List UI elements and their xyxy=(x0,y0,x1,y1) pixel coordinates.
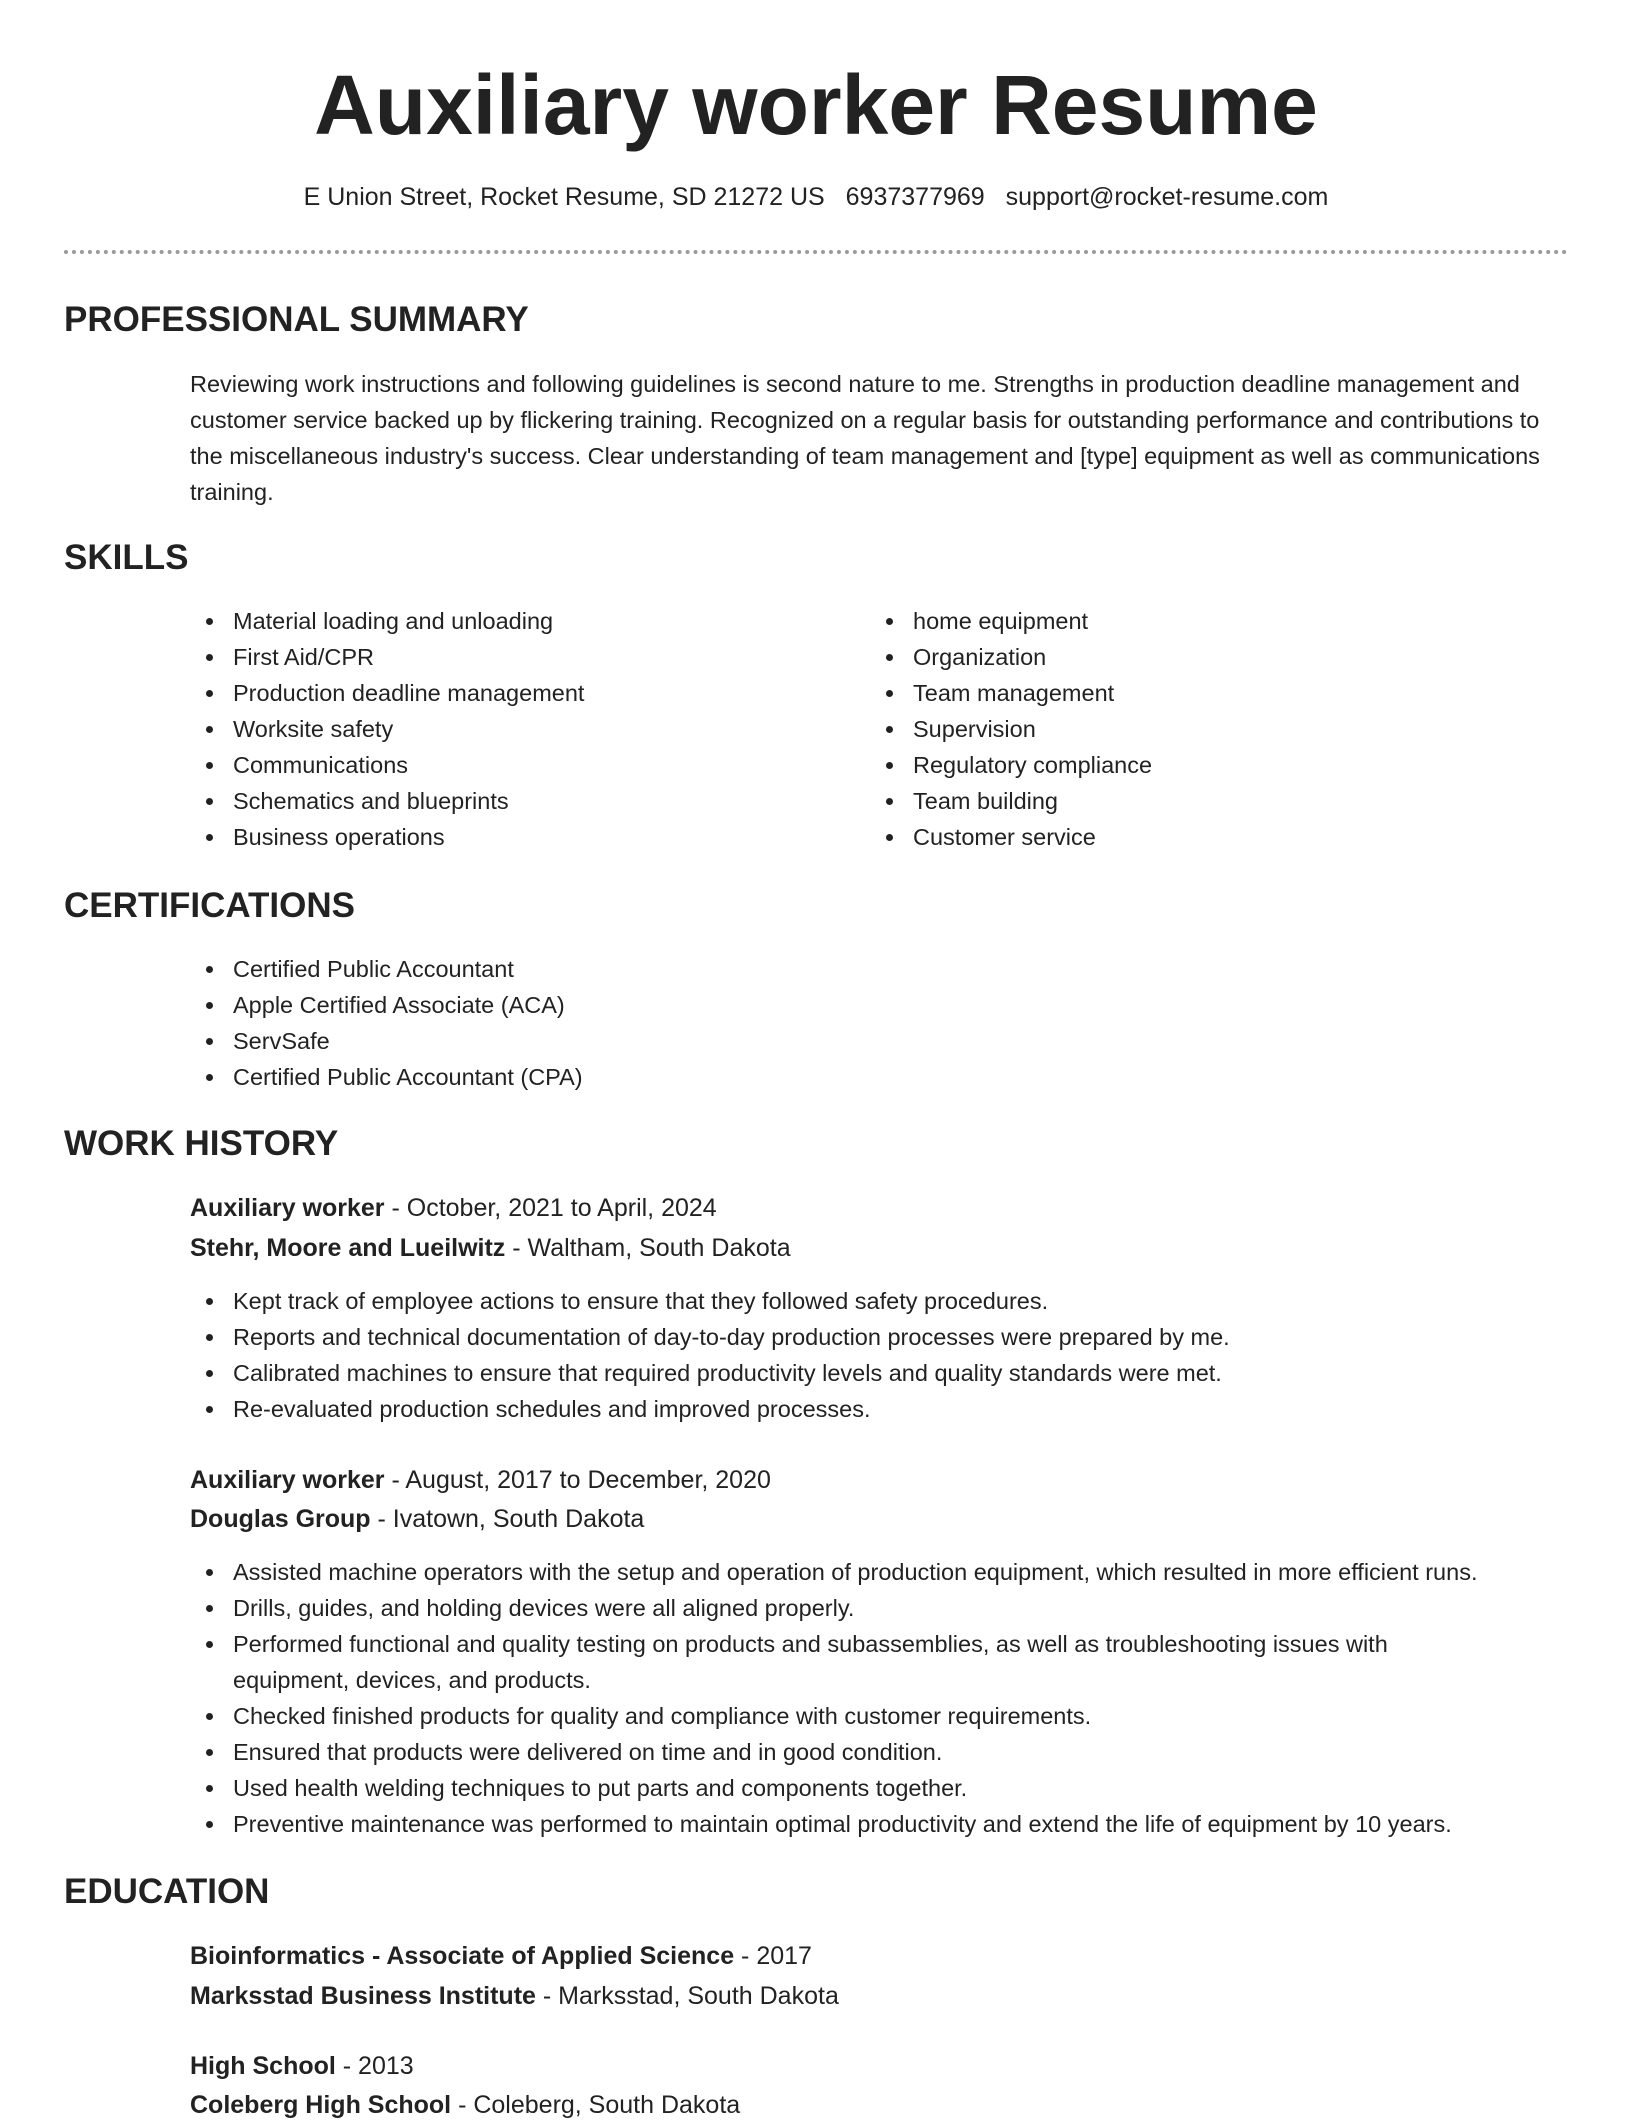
job-company-line xyxy=(190,1230,791,1266)
skill-item: Organization xyxy=(913,639,1553,675)
skill-item: Communications xyxy=(233,747,873,783)
job-title-line xyxy=(190,1190,717,1226)
education-school: Coleberg High School xyxy=(190,2091,452,2119)
contact-line xyxy=(0,180,1632,214)
skill-item: Worksite safety xyxy=(233,711,873,747)
education-school: Marksstad Business Institute xyxy=(190,1982,536,2010)
skill-item: Team building xyxy=(913,783,1553,819)
skills-list-right xyxy=(870,603,1553,855)
contact-phone: 6937377969 xyxy=(845,183,985,211)
job-location: - Waltham, South Dakota xyxy=(505,1234,791,1262)
job-title: Auxiliary worker xyxy=(190,1466,385,1494)
section-title-certifications: CERTIFICATIONS xyxy=(64,886,356,925)
job-bullet: Kept track of employee actions to ensure that they followed safety procedures. xyxy=(233,1283,1613,1319)
job-bullet: Calibrated machines to ensure that required productivity levels and quality standards were met. xyxy=(233,1355,1613,1391)
job-bullet: Re-evaluated production schedules and improved processes. xyxy=(233,1391,1613,1427)
job-dates: - October, 2021 to April, 2024 xyxy=(384,1194,717,1222)
education-degree: High School xyxy=(190,2052,336,2080)
job-bullet: Checked finished products for quality and compliance with customer requirements. xyxy=(233,1698,1632,1734)
skill-item: Customer service xyxy=(913,819,1553,855)
job-bullets xyxy=(190,1283,1613,1427)
section-title-work-history: WORK HISTORY xyxy=(64,1124,339,1163)
education-location: - Marksstad, South Dakota xyxy=(535,1982,839,2010)
skill-item: Production deadline management xyxy=(233,675,873,711)
job-company-line xyxy=(190,1501,644,1537)
job-title: Auxiliary worker xyxy=(190,1194,385,1222)
skill-item: Team management xyxy=(913,675,1553,711)
job-company: Douglas Group xyxy=(190,1505,371,1533)
certification-item: Apple Certified Associate (ACA) xyxy=(233,987,1573,1023)
job-bullet: Performed functional and quality testing on products and subassemblies, as well as troubleshooting issues with equipment, devices, and products. xyxy=(233,1626,1503,1698)
education-degree-line xyxy=(190,2048,414,2084)
skill-item: Supervision xyxy=(913,711,1553,747)
job-location: - Ivatown, South Dakota xyxy=(370,1505,645,1533)
skill-item: Schematics and blueprints xyxy=(233,783,873,819)
certification-item: Certified Public Accountant (CPA) xyxy=(233,1059,1573,1095)
skill-item: Regulatory compliance xyxy=(913,747,1553,783)
job-bullet: Preventive maintenance was performed to maintain optimal productivity and extend the life of equipment by 10 years. xyxy=(233,1806,1632,1842)
section-title-education: EDUCATION xyxy=(64,1872,270,1911)
certifications-list xyxy=(190,951,1573,1095)
header-divider xyxy=(64,250,1568,254)
job-title-line xyxy=(190,1462,771,1498)
summary-text: Reviewing work instructions and following guidelines is second nature to me. Strengths in production deadline management and customer service backed up by flickering training. Recognized on a regular basis for outstanding performance and contributions to the miscellaneous industry's success. Clear understanding of team management and [type] equipment as well as communications training. xyxy=(190,371,1540,505)
certification-item: Certified Public Accountant xyxy=(233,951,1573,987)
education-school-line xyxy=(190,1978,839,2014)
job-bullet: Used health welding techniques to put parts and components together. xyxy=(233,1770,1632,1806)
skills-list-left xyxy=(190,603,873,855)
skill-item: First Aid/CPR xyxy=(233,639,873,675)
education-year: - 2013 xyxy=(335,2052,414,2080)
skill-item: Material loading and unloading xyxy=(233,603,873,639)
job-dates: - August, 2017 to December, 2020 xyxy=(384,1466,771,1494)
job-bullet: Ensured that products were delivered on time and in good condition. xyxy=(233,1734,1632,1770)
skill-item: home equipment xyxy=(913,603,1553,639)
skill-item: Business operations xyxy=(233,819,873,855)
education-degree-line xyxy=(190,1938,812,1974)
section-title-summary: PROFESSIONAL SUMMARY xyxy=(64,300,529,339)
contact-address: E Union Street, Rocket Resume, SD 21272 US xyxy=(303,183,825,211)
job-bullets xyxy=(190,1554,1632,1842)
resume-title: Auxiliary worker Resume xyxy=(314,58,1318,152)
education-location: - Coleberg, South Dakota xyxy=(451,2091,741,2119)
job-bullet: Reports and technical documentation of day-to-day production processes were prepared by me. xyxy=(233,1319,1613,1355)
job-bullet: Assisted machine operators with the setup and operation of production equipment, which resulted in more efficient runs. xyxy=(233,1554,1632,1590)
certification-item: ServSafe xyxy=(233,1023,1573,1059)
section-title-skills: SKILLS xyxy=(64,538,189,577)
contact-email[interactable]: support@rocket-resume.com xyxy=(1005,183,1329,211)
education-school-line xyxy=(190,2087,740,2123)
education-degree: Bioinformatics - Associate of Applied Science xyxy=(190,1942,735,1970)
job-company: Stehr, Moore and Lueilwitz xyxy=(190,1234,506,1262)
education-year: - 2017 xyxy=(734,1942,812,1970)
job-bullet: Drills, guides, and holding devices were all aligned properly. xyxy=(233,1590,1632,1626)
